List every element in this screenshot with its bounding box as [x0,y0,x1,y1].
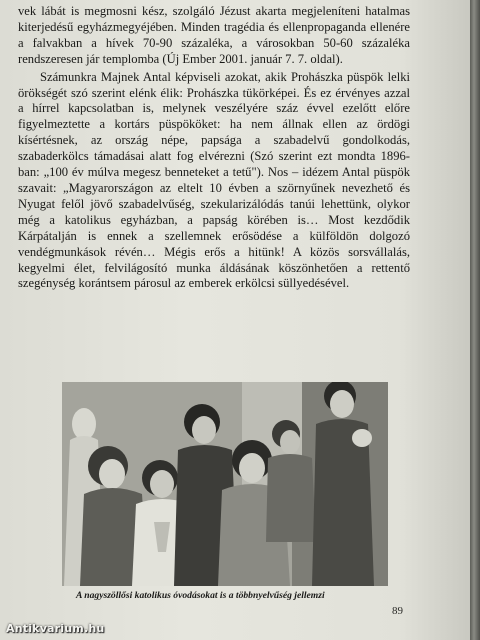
paragraph-1: vek lábát is megmosni kész, szolgáló Jézust akarta megjeleníteni hatalmas kiterjedésű egyházmegyéjében. Minden tragédia és ellenpropaganda ellenére a falvakban a hívek 70-90 százaléka, a városokban 50-60 százaléka rendszeresen jár templomba (Új Ember 2001. január 7. 7. oldal). [18,4,410,66]
children-praying-photo [62,382,388,586]
book-spine [470,0,480,640]
body-text [18,4,410,292]
photo-caption: A nagyszöllősi katolikus óvodásokat is a többnyelvűség jellemzi [76,590,325,601]
paragraph-2: Számunkra Majnek Antal képviseli azokat, akik Prohászka püspök lelki örökségét szó szerint elénk élik: Prohászka tükörképei. És ez érvényes azzal a hírrel kapcsolatban is, melynek veszélyére száz évvel ezelőtt előre figyelmeztette a kortárs püspököket: ha nem állnak ellen az ördögi kísértésnek, az ország népe, papsága a szabadelvű gondolkodás, szabaderkölcs támadásai alatt fog elvérezni (Szó szerint ezt mondta 1896-ban: „100 év múlva megesz benneteket a tetű"). Nos – idézem Antal püspök szavait: „Magyarországon az eltelt 10 évben a szörnyűnek nevezhető és Nyugat felől jövő szabadelvűség, szekularizálódás tanúi lehettünk, olykor még a katolikus egyházban, a papság körében is… Most kezdődik Kárpátalján is ennek a szellemnek erősödése a külföldön dolgozó vendégmunkások révén… Mégis erős a hitünk! A közös sorsvállalás, kegyelmi élet, felvilágosító munka áldásának köszönhetően a rettentő szegénység korántsem párosul az emberek erkölcsi süllyedésével. [18,69,410,291]
photo-illustration [62,382,388,586]
page-number: 89 [392,605,403,617]
watermark-logo: Antikvarium.hu [6,622,105,635]
